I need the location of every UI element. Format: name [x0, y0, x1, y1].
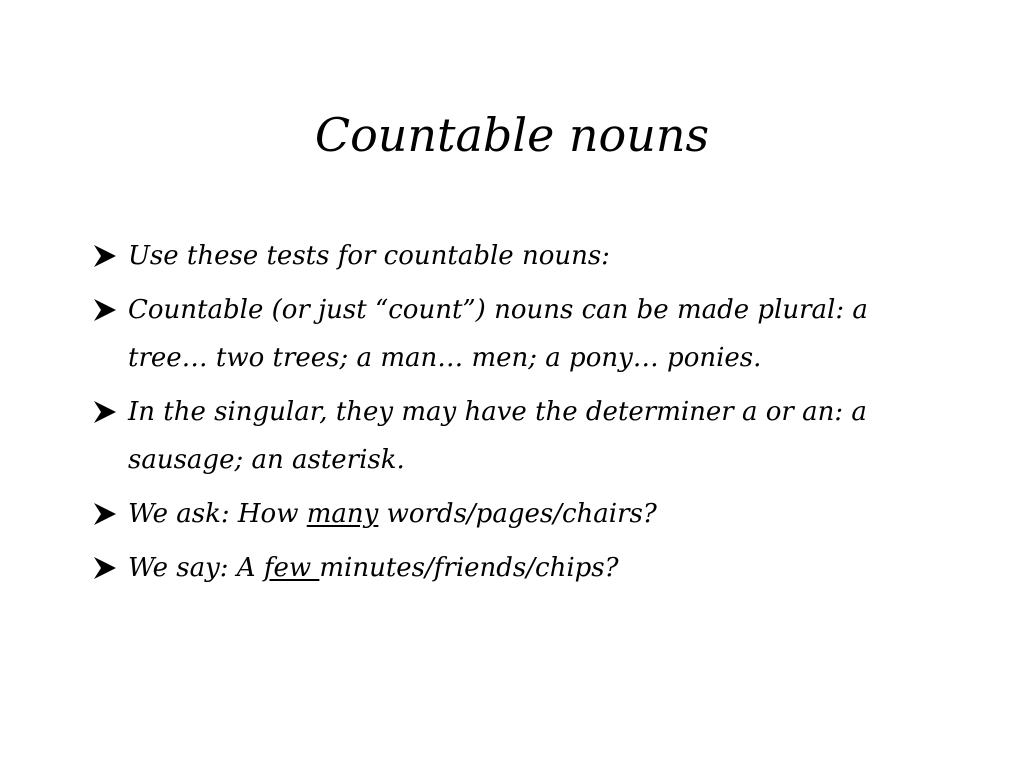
bullet-item — [90, 232, 950, 280]
bullet-part: minutes/friends/chips? — [319, 553, 619, 583]
bullet-text — [128, 241, 610, 271]
bullet-list — [90, 232, 950, 598]
arrowhead-bullet-icon — [90, 544, 120, 592]
bullet-item — [90, 286, 950, 382]
bullet-part: We ask: How — [128, 499, 307, 529]
bullet-text — [128, 553, 619, 583]
arrowhead-bullet-icon — [90, 232, 120, 280]
arrowhead-bullet-icon — [90, 286, 120, 334]
bullet-part: Countable (or just “count”) nouns can be made plural: a tree… two trees; a man… men; a pony… ponies. — [128, 295, 868, 373]
bullet-part: We say: A — [128, 553, 264, 583]
bullet-part: words/pages/chairs? — [378, 499, 657, 529]
bullet-part: In the singular, they may have the determiner a or an: a sausage; an asterisk. — [128, 397, 867, 475]
bullet-item — [90, 544, 950, 592]
bullet-part-underlined: few — [263, 553, 320, 583]
bullet-part: Use these tests for countable nouns: — [128, 241, 610, 271]
bullet-text — [128, 397, 867, 475]
bullet-part-underlined: many — [306, 499, 379, 529]
slide-title: Countable nouns — [314, 108, 710, 162]
arrowhead-bullet-icon — [90, 490, 120, 538]
bullet-text — [128, 295, 868, 373]
bullet-item — [90, 490, 950, 538]
bullet-item — [90, 388, 950, 484]
arrowhead-bullet-icon — [90, 388, 120, 436]
bullet-text — [128, 499, 657, 529]
